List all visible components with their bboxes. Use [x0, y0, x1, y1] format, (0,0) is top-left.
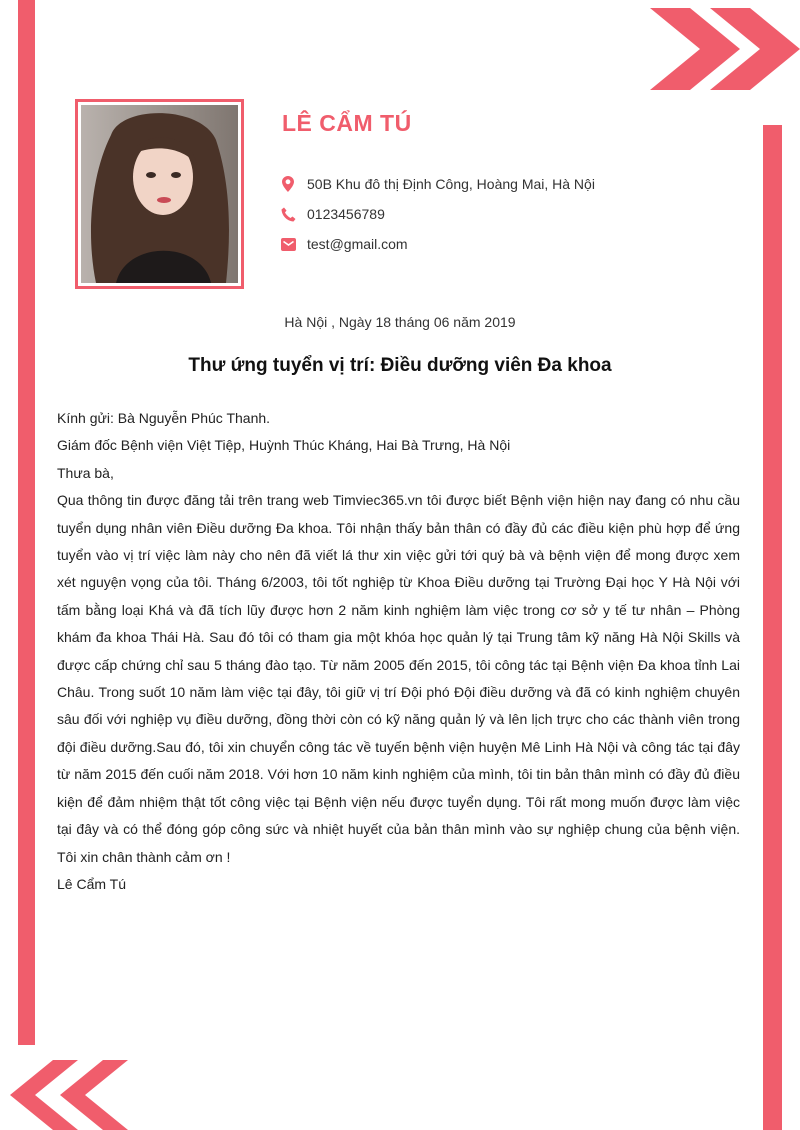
profile-photo-frame	[75, 99, 244, 289]
envelope-icon	[280, 236, 296, 252]
letter-title: Thư ứng tuyển vị trí: Điều dưỡng viên Đa khoa	[188, 355, 612, 376]
address-text: 50B Khu đô thị Định Công, Hoàng Mai, Hà Nội	[307, 176, 595, 192]
phone-row	[280, 203, 385, 225]
phone-text: 0123456789	[307, 206, 385, 222]
letter-date: Hà Nội , Ngày 18 tháng 06 năm 2019	[284, 314, 516, 330]
profile-photo	[81, 105, 238, 283]
chevron-left-decoration	[10, 1060, 128, 1130]
email-row	[280, 233, 408, 255]
phone-icon	[280, 206, 296, 222]
address-row	[280, 173, 595, 195]
right-accent-bar	[763, 125, 782, 1130]
recipient-line: Giám đốc Bệnh viện Việt Tiệp, Huỳnh Thúc Kháng, Hai Bà Trưng, Hà Nội	[57, 437, 511, 454]
salutation-line: Thưa bà,	[57, 464, 114, 481]
chevron-right-decoration	[648, 8, 800, 90]
map-marker-icon	[280, 176, 296, 192]
candidate-name: LÊ CẨM TÚ	[282, 110, 412, 136]
letter-body	[57, 405, 740, 898]
greeting-line: Kính gửi: Bà Nguyễn Phúc Thanh.	[57, 410, 271, 426]
letter-paragraph: Qua thông tin được đăng tải trên trang web Timviec365.vn tôi được biết Bệnh viện hiện nay đang có nhu cầu tuyển dụng nhân viên Điều dưỡng Đa khoa. Tôi nhận thấy bản thân có đầy đủ các điều kiện phù hợp để ứng tuyển vào vị trí việc làm này cho nên đã viết lá thư xin việc gửi tới quý bà và bệnh viện để mong được xem xét nguyện vọng của tôi. Tháng 6/2003, tôi tốt nghiệp từ Khoa Điều dưỡng tại Trường Đại học Y Hà Nội với tấm bằng loại Khá và đã tích lũy được hơn 2 năm kinh nghiệm làm việc trong cơ sở y tế tư nhân – Phòng khám đa khoa Thái Hà. Sau đó tôi có tham gia một khóa học quản lý tại Trung tâm kỹ năng Hà Nội Skills và được cấp chứng chỉ sau 5 tháng đào tạo. Từ năm 2005 đến 2015, tôi công tác tại Bệnh viện Đa khoa tỉnh Lai Châu. Trong suốt 10 năm làm việc tại đây, tôi giữ vị trí Đội phó Đội điều dưỡng và đã có kinh nghiệm chuyên sâu đối với nghiệp vụ điều dưỡng, đồng thời còn có kỹ năng quản lý và lên lịch trực cho các thành viên trong đội điều dưỡng.Sau đó, tôi xin chuyển công tác về tuyến bệnh viện huyện Mê Linh Hà Nội và công tác tại đây từ năm 2015 đến cuối năm 2018. Với hơn 10 năm kinh nghiệm của mình, tôi tin bản thân mình có đầy đủ điều kiện để đảm nhiệm thật tốt công việc tại Bệnh viện nếu được tuyển dụng. Tôi rất mong muốn được làm việc tại đây và có thể đóng góp công sức và nhiệt huyết của bản thân mình vào sự nghiệp chung của bệnh viện. Tôi xin chân thành cảm ơn !	[57, 492, 740, 865]
left-accent-bar	[18, 0, 35, 1045]
email-text: test@gmail.com	[307, 236, 408, 252]
signature-line: Lê Cẩm Tú	[57, 875, 126, 892]
